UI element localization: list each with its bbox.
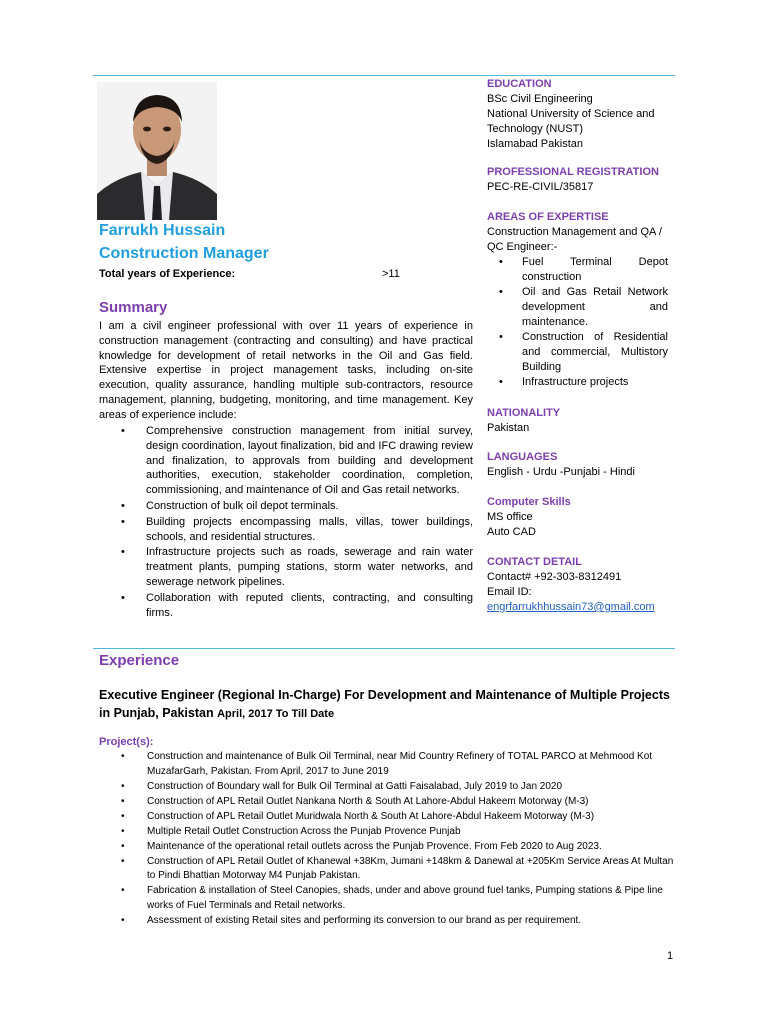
job-title: [99, 686, 674, 723]
projects-heading: Project(s):: [99, 736, 154, 748]
page-number: 1: [667, 950, 674, 962]
summary-paragraph: I am a civil engineer professional with over 11 years of experience in construction management (contracting and consulting) and have practical knowledge for development of retail networks in the Oil and Gas field. Extensive expertise in project management tasks, including on-site execution, quality assurance, handling multiple sub-contractors, resource management, planning, budgeting, monitoring, and time management. Key areas of experience include:: [99, 320, 473, 421]
summary-heading: Summary: [99, 299, 168, 316]
expertise-list: [487, 255, 668, 390]
list-item: • Construction of bulk oil depot terminals.: [99, 499, 473, 514]
list-item: • Fuel Terminal Depot construction: [487, 255, 668, 285]
profile-photo: [97, 82, 217, 220]
education-university: National University of Science and Technology (NUST): [487, 108, 655, 135]
contact-email-link[interactable]: engrfarrukhhussain73@gmail.com: [487, 601, 655, 613]
sidebar-nationality: [487, 406, 668, 436]
sidebar-contact: [487, 555, 668, 615]
summary-list: [99, 424, 473, 621]
education-degree: BSc Civil Engineering: [487, 93, 593, 105]
list-item: • Oil and Gas Retail Network development and maintenance.: [487, 285, 668, 330]
list-item: • Construction of APL Retail Outlet of Khanewal +38Km, Jumani +148km & Danewal at +205Km Service Areas At Multan to Pindi Bhattian Motorway M4 Punjab Pakistan.: [99, 855, 674, 884]
education-city: Islamabad Pakistan: [487, 138, 583, 150]
languages-heading: LANGUAGES: [487, 451, 558, 463]
list-item: • Infrastructure projects such as roads, sewerage and rain water treatment plants, pumping stations, storm water networks, and sewerage network pipelines.: [99, 545, 473, 589]
top-rule: [93, 75, 675, 76]
list-item: • Construction of APL Retail Outlet Muridwala North & South At Lahore-Abdul Hakeem Motorway (M-3): [99, 810, 674, 825]
list-item: • Infrastructure projects: [487, 375, 668, 390]
contact-phone: Contact# +92-303-8312491: [487, 571, 622, 583]
contact-email-label: Email ID:: [487, 586, 532, 598]
list-item: • Construction and maintenance of Bulk Oil Terminal, near Mid Country Refinery of TOTAL PARCO at Mehmood Kot MuzafarGarh, Pakistan. From April, 2017 to June 2019: [99, 750, 674, 779]
total-experience-label: Total years of Experience:: [99, 268, 236, 280]
total-experience: [99, 268, 474, 280]
portrait-image: [97, 82, 217, 220]
sidebar-computer-skills: [487, 495, 668, 540]
list-item: • Multiple Retail Outlet Construction Across the Punjab Provence Punjab: [99, 825, 674, 840]
languages-value: English - Urdu -Punjabi - Hindi: [487, 466, 635, 478]
job-title-text: Executive Engineer (Regional In-Charge) For Development and Maintenance of Multiple Projects in Punjab, Pakistan: [99, 688, 670, 720]
experience-rule: [93, 648, 675, 649]
list-item: • Building projects encompassing malls, villas, tower buildings, schools, and residential structures.: [99, 515, 473, 545]
candidate-role: Construction Manager: [99, 245, 269, 262]
list-item: • Comprehensive construction management from initial survey, design coordination, layout finalization, bid and IFC drawing review and finalization, to approvals from building and development authorities, execution, stakeholder coordination, completion, commissioning, and maintenance of Oil and Gas retail networks.: [99, 424, 473, 498]
list-item: • Construction of APL Retail Outlet Nankana North & South At Lahore-Abdul Hakeem Motorway (M-3): [99, 795, 674, 810]
projects-list: [99, 750, 674, 929]
list-item: • Construction of Residential and commercial, Multistory Building: [487, 330, 668, 375]
education-heading: EDUCATION: [487, 78, 552, 90]
sidebar-expertise: [487, 210, 668, 390]
sidebar-registration: [487, 165, 668, 195]
sidebar-languages: [487, 450, 668, 480]
sidebar-education: [487, 77, 668, 152]
contact-heading: CONTACT DETAIL: [487, 556, 582, 568]
nationality-value: Pakistan: [487, 422, 530, 434]
candidate-name: Farrukh Hussain: [99, 222, 226, 239]
registration-heading: PROFESSIONAL REGISTRATION: [487, 166, 659, 178]
list-item: • Assessment of existing Retail sites and performing its conversion to our brand as per requirement.: [99, 914, 674, 929]
list-item: • Fabrication & installation of Steel Canopies, shads, under and above ground fuel tanks, Pumping stations & Pipe line works of Fuel Terminals and Retail networks.: [99, 884, 674, 913]
nationality-heading: NATIONALITY: [487, 407, 561, 419]
registration-value: PEC-RE-CIVIL/35817: [487, 181, 594, 193]
computer-skills-heading: Computer Skills: [487, 496, 571, 508]
list-item: • Collaboration with reputed clients, contracting, and consulting firms.: [99, 591, 473, 621]
list-item: • Construction of Boundary wall for Bulk Oil Terminal at Gatti Faisalabad, July 2019 to Jan 2020: [99, 780, 674, 795]
experience-heading: Experience: [99, 652, 180, 669]
computer-skill-item: MS office: [487, 511, 533, 523]
computer-skill-item: Auto CAD: [487, 526, 536, 538]
expertise-intro: Construction Management and QA / QC Engineer:-: [487, 226, 662, 253]
total-experience-value: >11: [382, 268, 400, 280]
job-dates: April, 2017 To Till Date: [217, 708, 335, 720]
expertise-heading: AREAS OF EXPERTISE: [487, 211, 609, 223]
list-item: • Maintenance of the operational retail outlets across the Punjab Provence. From Feb 2020 to Aug 2023.: [99, 840, 674, 855]
